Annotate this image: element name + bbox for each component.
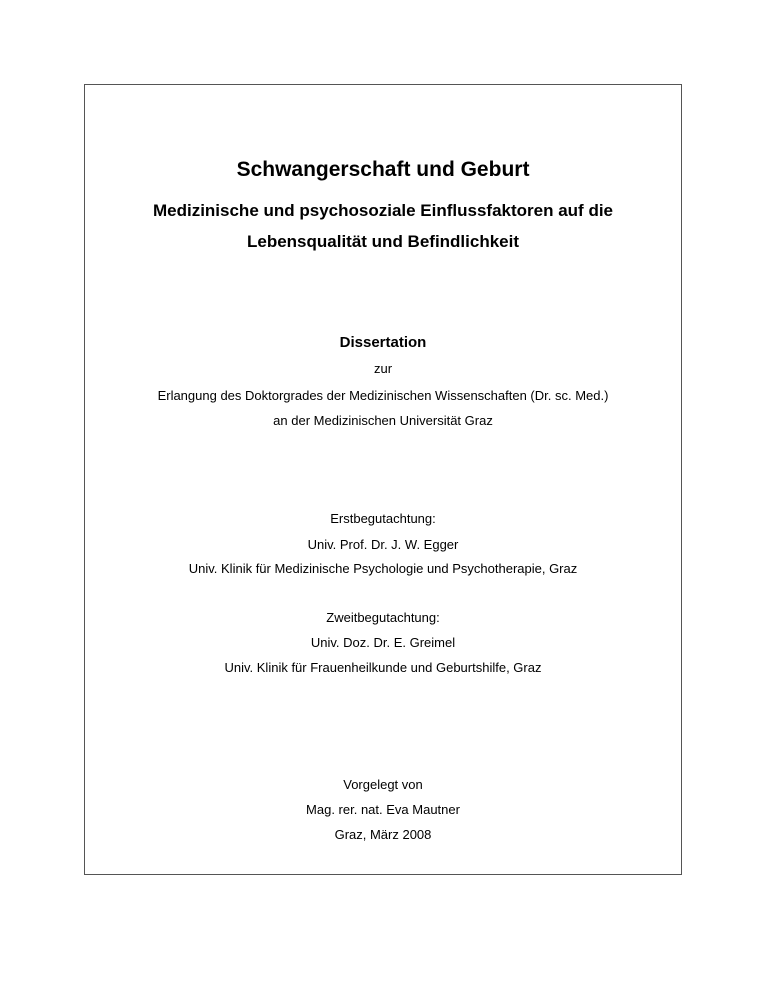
- first-reviewer-role: Erstbegutachtung:: [330, 511, 436, 526]
- second-reviewer-role: Zweitbegutachtung:: [326, 610, 440, 625]
- subtitle-line-1: Medizinische und psychosoziale Einflussfaktoren auf die: [152, 201, 614, 220]
- dissertation-title: Schwangerschaft und Geburt: [236, 158, 530, 181]
- first-reviewer-name: Univ. Prof. Dr. J. W. Egger: [307, 537, 459, 552]
- subtitle-line-2: Lebensqualität und Befindlichkeit: [246, 232, 520, 251]
- purpose-prefix: zur: [373, 361, 393, 376]
- submitted-by-label: Vorgelegt von: [343, 777, 423, 792]
- second-reviewer-affiliation: Univ. Klinik für Frauenheilkunde und Geburtshilfe, Graz: [224, 660, 542, 675]
- document-type: Dissertation: [339, 334, 427, 351]
- purpose-line-2: an der Medizinischen Universität Graz: [273, 413, 493, 428]
- second-reviewer-name: Univ. Doz. Dr. E. Greimel: [310, 635, 456, 650]
- purpose-line-1: Erlangung des Doktorgrades der Medizinischen Wissenschaften (Dr. sc. Med.): [157, 388, 609, 403]
- first-reviewer-affiliation: Univ. Klinik für Medizinische Psychologie und Psychotherapie, Graz: [188, 561, 578, 576]
- place-and-date: Graz, März 2008: [334, 827, 432, 842]
- author-name: Mag. rer. nat. Eva Mautner: [306, 802, 460, 817]
